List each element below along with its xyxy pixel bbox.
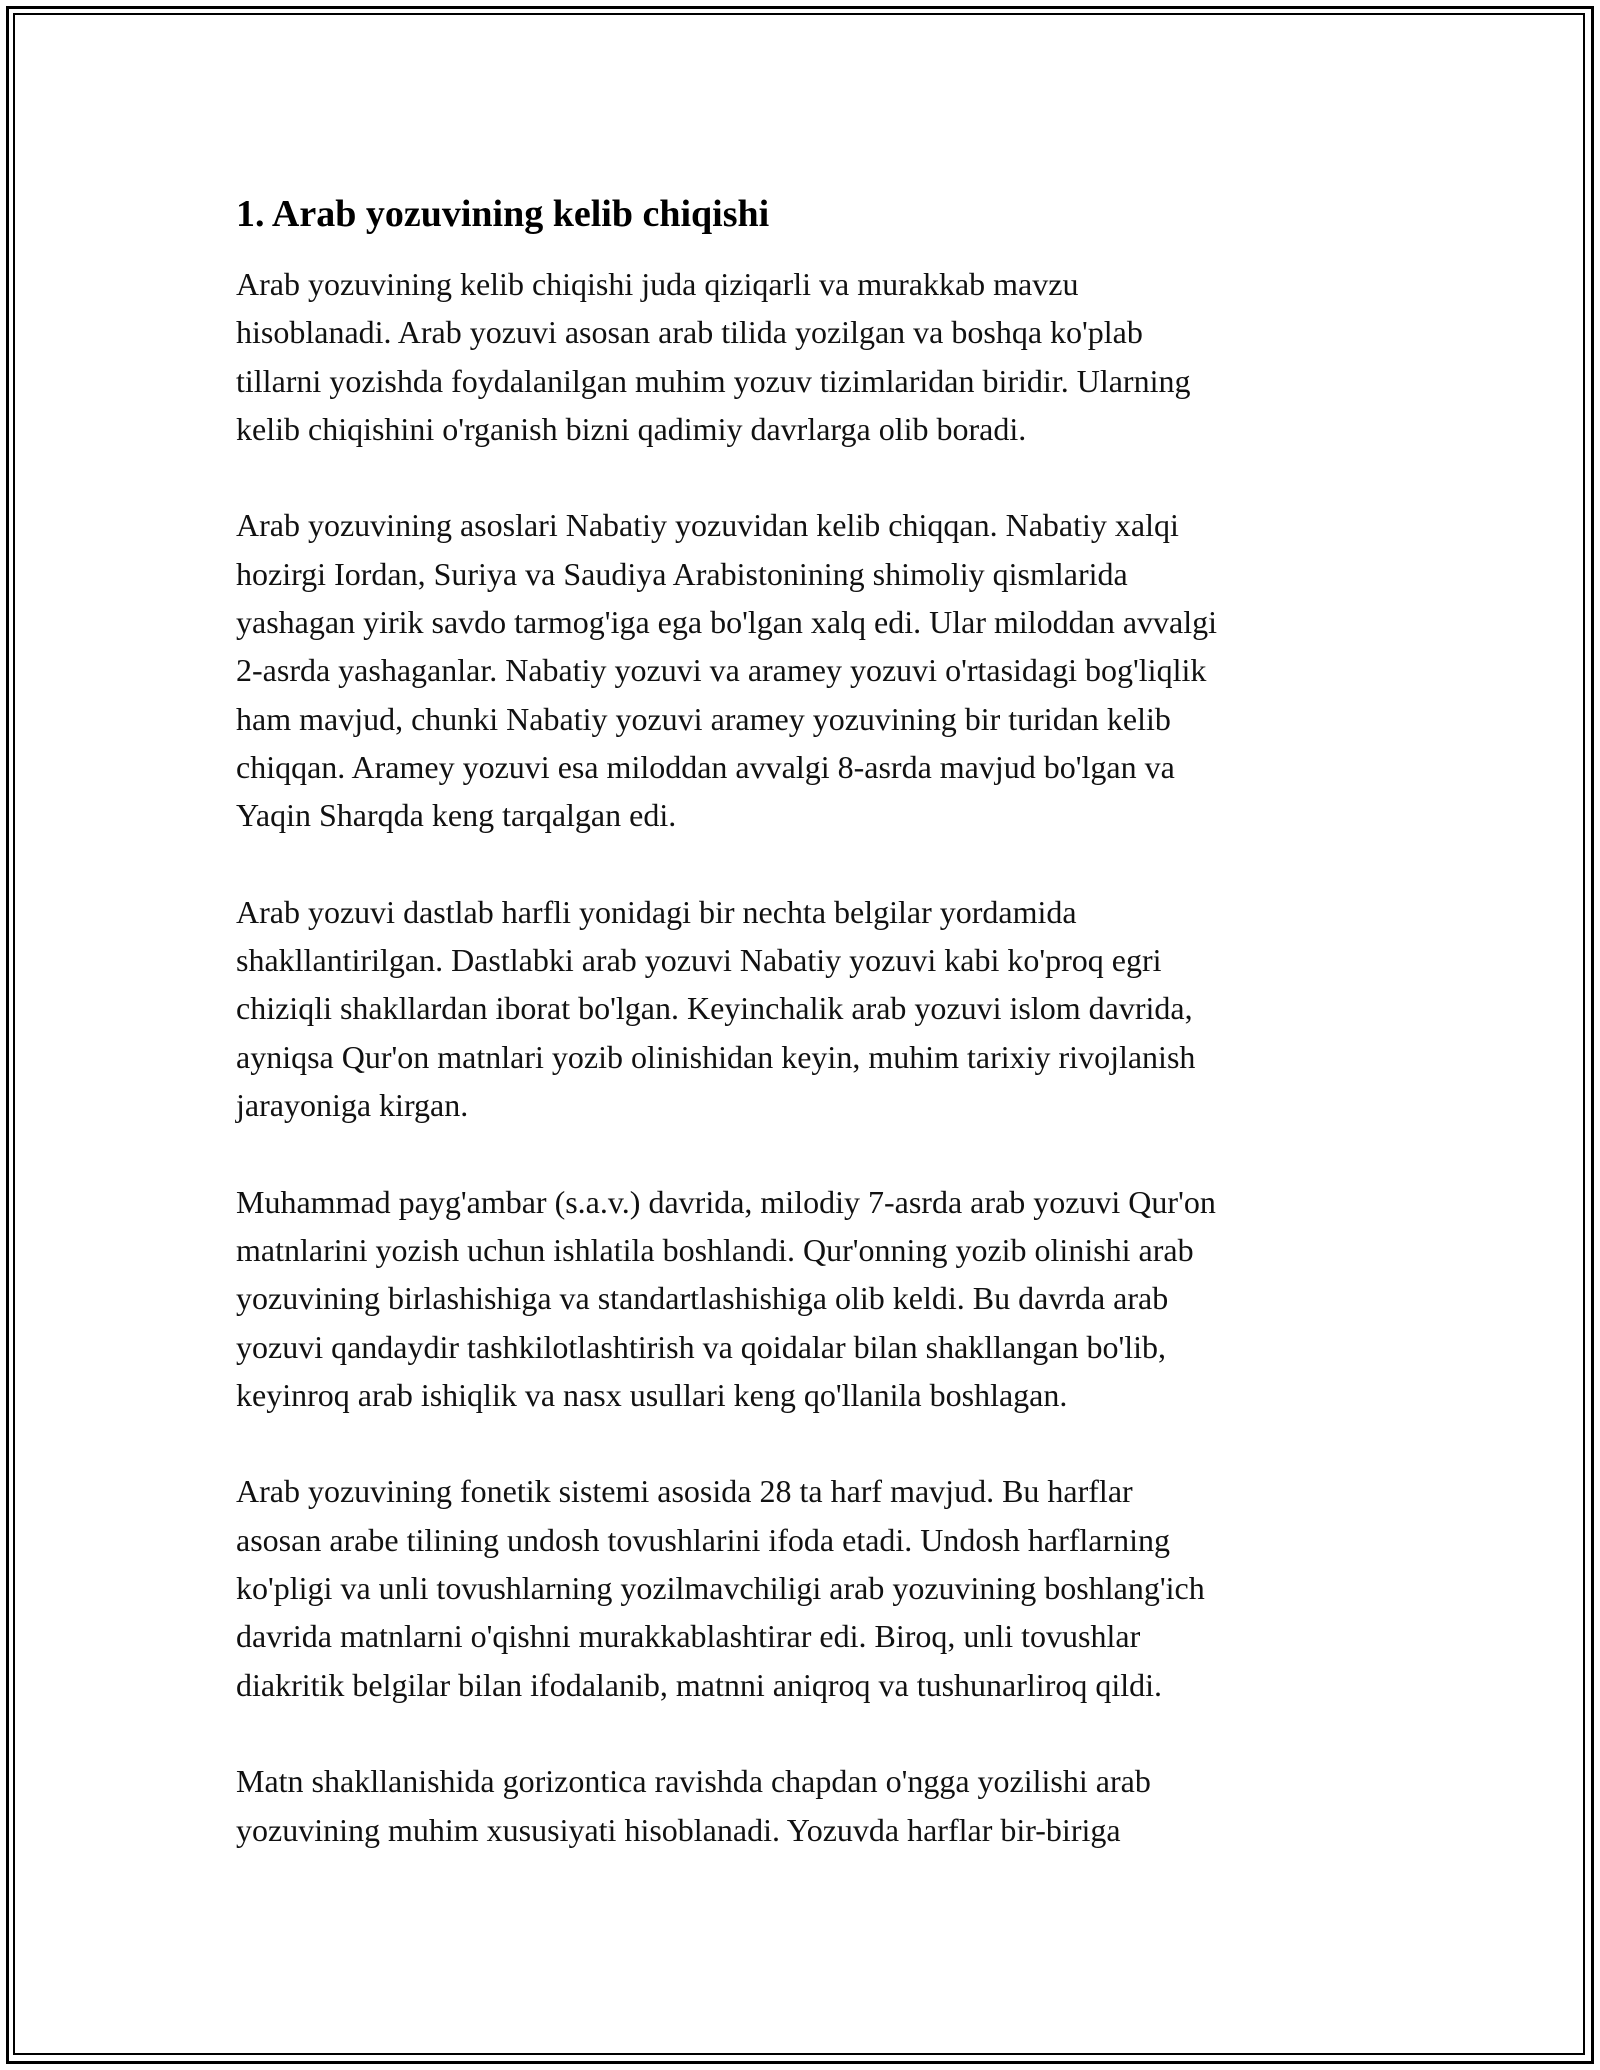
text-line: tillarni yozishda foydalanilgan muhim yozuv tizimlaridan biridir. Ularning bbox=[236, 362, 1191, 399]
text-line: davrida matnlarni o'qishni murakkablashtirar edi. Biroq, unli tovushlar bbox=[236, 1618, 1141, 1655]
text-line: Arab yozuvi dastlab harfli yonidagi bir nechta belgilar yordamida bbox=[236, 893, 1077, 930]
text-line: ayniqsa Qur'on matnlari yozib olinishidan keyin, muhim tarixiy rivojlanish bbox=[236, 1038, 1196, 1075]
text-line: jarayoniga kirgan. bbox=[236, 1087, 469, 1124]
paragraph-3 bbox=[236, 888, 1376, 1129]
text-line: Yaqin Sharqda keng tarqalgan edi. bbox=[236, 797, 677, 834]
text-line: Arab yozuvining fonetik sistemi asosida 28 ta harf mavjud. Bu harflar bbox=[236, 1473, 1133, 1510]
text-line: ko'pligi va unli tovushlarning yozilmavchiligi arab yozuvining boshlang'ich bbox=[236, 1570, 1205, 1607]
paragraph-2 bbox=[236, 501, 1376, 839]
text-line: yashagan yirik savdo tarmog'iga ega bo'lgan xalq edi. Ular miloddan avvalgi bbox=[236, 604, 1218, 641]
text-line: kelib chiqishini o'rganish bizni qadimiy davrlarga olib boradi. bbox=[236, 410, 1027, 447]
text-line: keyinroq arab ishiqlik va nasx usullari keng qo'llanila boshlagan. bbox=[236, 1376, 1068, 1413]
section-heading: 1. Arab yozuvining kelib chiqishi bbox=[236, 193, 770, 235]
text-line: 2-asrda yashaganlar. Nabatiy yozuvi va aramey yozuvi o'rtasidagi bog'liqlik bbox=[236, 652, 1207, 689]
text-line: Arab yozuvining kelib chiqishi juda qiziqarli va murakkab mavzu bbox=[236, 266, 1079, 302]
paragraph-1 bbox=[236, 260, 1376, 453]
text-line: yozuvining birlashishiga va standartlashishiga olib keldi. Bu davrda arab bbox=[236, 1280, 1169, 1317]
text-line: Matn shakllanishida gorizontica ravishda chapdan o'ngga yozilishi arab bbox=[236, 1763, 1151, 1800]
text-line: matnlarini yozish uchun ishlatila boshlandi. Qur'onning yozib olinishi arab bbox=[236, 1231, 1194, 1268]
paragraph-4 bbox=[236, 1178, 1376, 1419]
text-line: diakritik belgilar bilan ifodalanib, matnni aniqroq va tushunarliroq qildi. bbox=[236, 1666, 1163, 1703]
text-line: Muhammad payg'ambar (s.a.v.) davrida, milodiy 7-asrda arab yozuvi Qur'on bbox=[236, 1183, 1216, 1220]
paragraph-6 bbox=[236, 1757, 1376, 1854]
text-line: shakllantirilgan. Dastlabki arab yozuvi Nabatiy yozuvi kabi ko'proq egri bbox=[236, 942, 1162, 979]
paragraph-5 bbox=[236, 1467, 1376, 1708]
text-line: hozirgi Iordan, Suriya va Saudiya Arabistonining shimoliy qismlarida bbox=[236, 555, 1128, 592]
text-line: yozuvining muhim xususiyati hisoblanadi. Yozuvda harflar bir-biriga bbox=[236, 1811, 1121, 1848]
text-line: Arab yozuvining asoslari Nabatiy yozuvidan kelib chiqqan. Nabatiy xalqi bbox=[236, 507, 1179, 544]
document-body bbox=[236, 188, 1376, 1854]
text-line: chiqqan. Aramey yozuvi esa miloddan avvalgi 8-asrda mavjud bo'lgan va bbox=[236, 748, 1175, 785]
text-line: chiziqli shakllardan iborat bo'lgan. Keyinchalik arab yozuvi islom davrida, bbox=[236, 990, 1193, 1027]
text-line: hisoblanadi. Arab yozuvi asosan arab tilida yozilgan va boshqa ko'plab bbox=[236, 314, 1143, 351]
text-line: ham mavjud, chunki Nabatiy yozuvi aramey yozuvining bir turidan kelib bbox=[236, 700, 1171, 737]
text-line: yozuvi qandaydir tashkilotlashtirish va qoidalar bilan shakllangan bo'lib, bbox=[236, 1328, 1167, 1365]
text-line: asosan arabe tilining undosh tovushlarini ifoda etadi. Undosh harflarning bbox=[236, 1521, 1171, 1558]
